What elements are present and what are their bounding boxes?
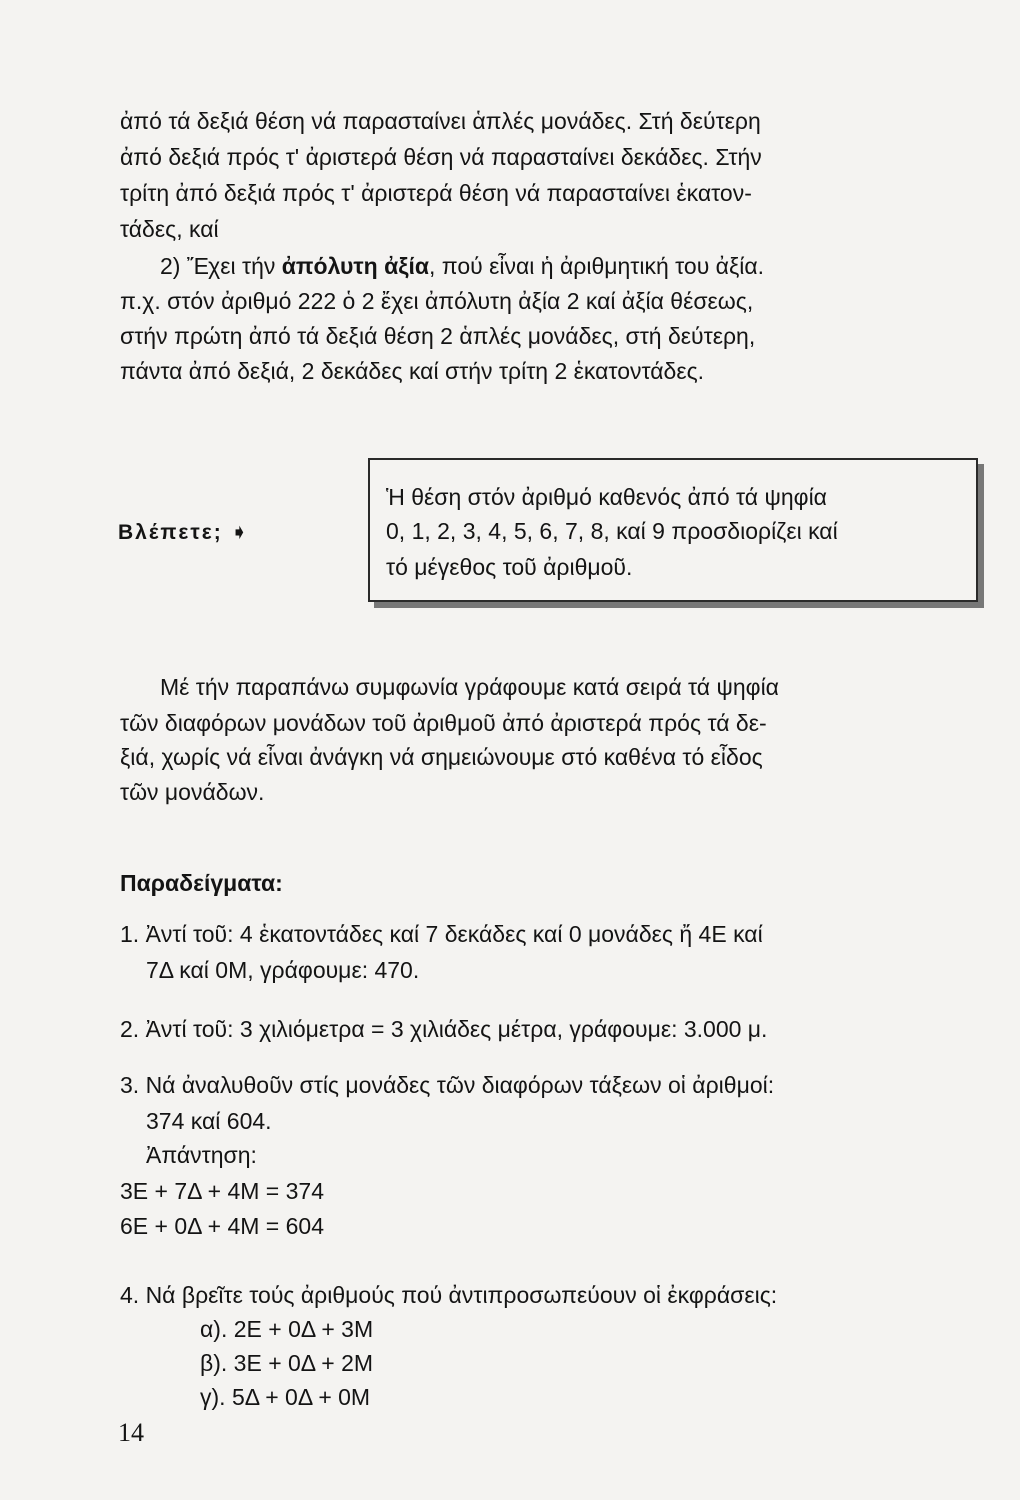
- examples-heading: Παραδείγματα:: [120, 870, 283, 896]
- absolute-value-definition: [160, 249, 764, 283]
- text-line: π.χ. στόν ἀριθμό 222 ὁ 2 ἔχει ἀπόλυτη ἀξία 2 καί ἀξία θέσεως,: [120, 288, 754, 314]
- example-4-item: β). 3Ε + 0Δ + 2Μ: [200, 1350, 374, 1376]
- text-line: ἀπό τά δεξιά θέση νά παρασταίνει ἁπλές μονάδες. Στή δεύτερη: [120, 108, 761, 134]
- arrow-icon: ➧: [230, 521, 251, 544]
- text-span: 2) Ἔχει τήν: [160, 253, 282, 279]
- page-number: 14: [118, 1418, 144, 1447]
- note-label-text: Βλέπετε;: [118, 521, 223, 544]
- example-4: 4. Νά βρεῖτε τούς ἀριθμούς πού ἀντιπροσωπεύουν οἱ ἐκφράσεις:: [120, 1282, 778, 1308]
- example-4-item: γ). 5Δ + 0Δ + 0Μ: [200, 1384, 371, 1410]
- text-line: τῶν διαφόρων μονάδων τοῦ ἀριθμοῦ ἀπό ἀριστερά πρός τά δε-: [120, 710, 767, 736]
- text-line: τῶν μονάδων.: [120, 779, 265, 805]
- text-line: πάντα ἀπό δεξιά, 2 δεκάδες καί στήν τρίτη 2 ἑκατοντάδες.: [120, 358, 705, 384]
- text-span: , πού εἶναι ἡ ἀριθμητική του ἀξία.: [429, 253, 765, 279]
- note-line: Ἡ θέση στόν ἀριθμό καθενός ἀπό τά ψηφία: [386, 484, 827, 510]
- example-2: 2. Ἀντί τοῦ: 3 χιλιόμετρα = 3 χιλιάδες μέτρα, γράφουμε: 3.000 μ.: [120, 1016, 768, 1042]
- text-line: τάδες, καί: [120, 216, 219, 242]
- example-3-cont: 374 καί 604.: [146, 1108, 272, 1134]
- note-box: [368, 458, 978, 602]
- note-line: 0, 1, 2, 3, 4, 5, 6, 7, 8, καί 9 προσδιορίζει καί: [386, 518, 838, 544]
- text-line: στήν πρώτη ἀπό τά δεξιά θέση 2 ἁπλές μονάδες, στή δεύτερη,: [120, 323, 756, 349]
- text-line: ξιά, χωρίς νά εἶναι ἀνάγκη νά σημειώνουμε στό καθένα τό εἶδος: [120, 744, 763, 770]
- example-3: 3. Νά ἀναλυθοῦν στίς μονάδες τῶν διαφόρων τάξεων οἱ ἀριθμοί:: [120, 1072, 775, 1098]
- example-1-cont: 7Δ καί 0Μ, γράφουμε: 470.: [146, 957, 420, 983]
- answer-line: 6Ε + 0Δ + 4Μ = 604: [120, 1213, 324, 1239]
- text-line: Μέ τήν παραπάνω συμφωνία γράφουμε κατά σειρά τά ψηφία: [160, 674, 779, 700]
- example-1: 1. Ἀντί τοῦ: 4 ἑκατοντάδες καί 7 δεκάδες καί 0 μονάδες ἤ 4Ε καί: [120, 921, 763, 947]
- text-line: τρίτη ἀπό δεξιά πρός τ' ἀριστερά θέση νά παρασταίνει ἑκατον-: [120, 180, 752, 206]
- bold-term: ἀπόλυτη ἀξία: [281, 253, 430, 279]
- text-line: ἀπό δεξιά πρός τ' ἀριστερά θέση νά παρασταίνει δεκάδες. Στήν: [120, 144, 762, 170]
- answer-line: 3Ε + 7Δ + 4Μ = 374: [120, 1178, 324, 1204]
- answer-label: Ἀπάντηση:: [146, 1142, 257, 1168]
- note-label: [118, 520, 250, 545]
- note-line: τό μέγεθος τοῦ ἀριθμοῦ.: [386, 554, 633, 580]
- example-4-item: α). 2Ε + 0Δ + 3Μ: [200, 1316, 374, 1342]
